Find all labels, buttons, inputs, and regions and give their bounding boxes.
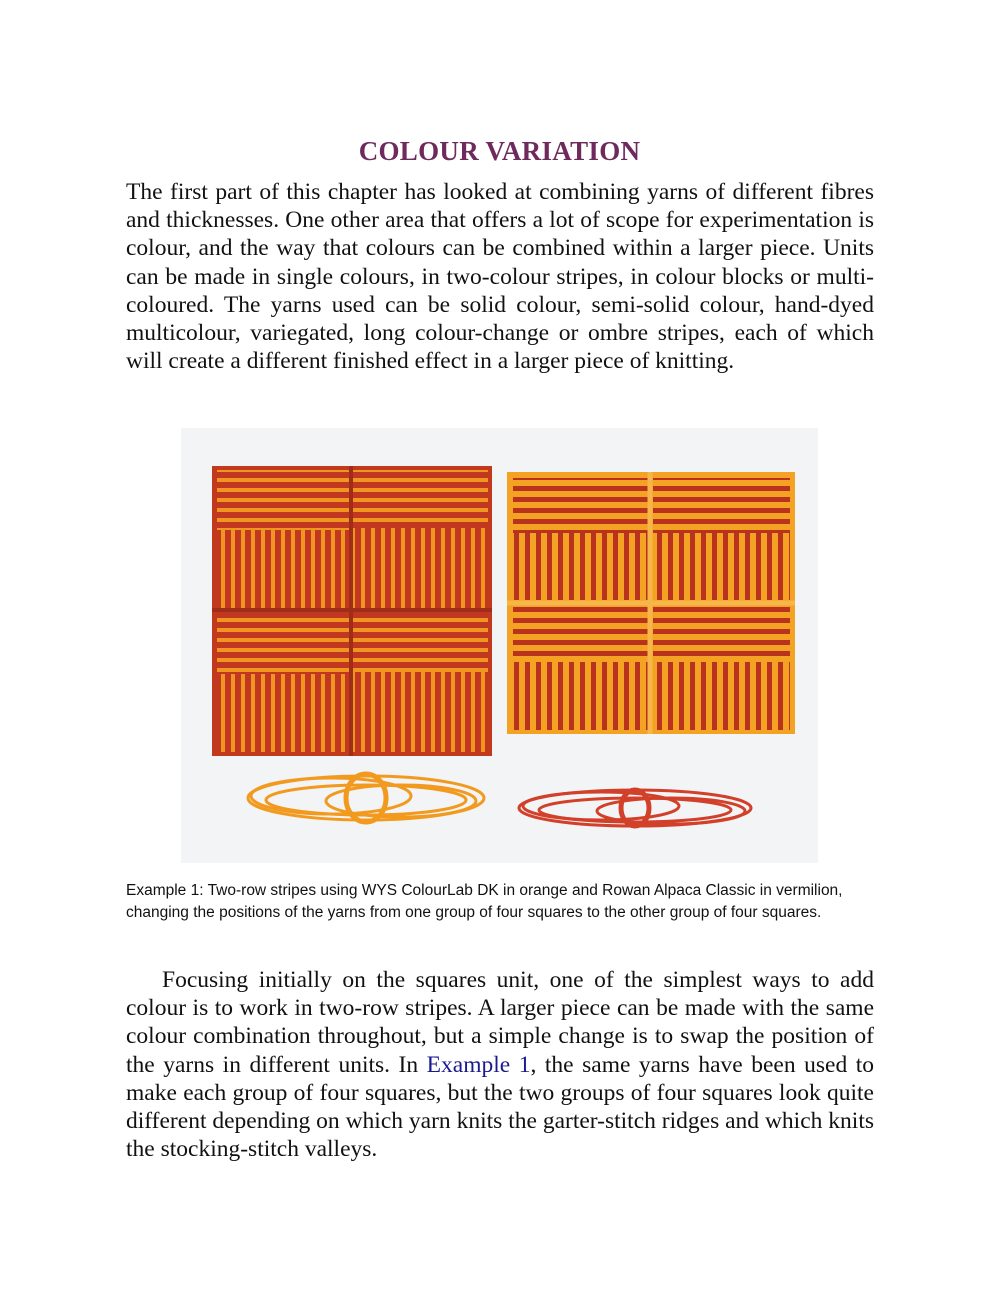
page-title: COLOUR VARIATION (358, 136, 641, 167)
right-swatch-group (507, 472, 795, 734)
figure-caption: Example 1: Two-row stripes using WYS ColourLab DK in orange and Rowan Alpaca Classic in vermilion, changing the positions of the yarns from one group of four squares to the other group of four squares. (126, 882, 843, 921)
knitting-illustration (181, 428, 818, 863)
left-swatch-group (212, 466, 492, 756)
vermilion-yarn-skein (519, 790, 751, 826)
orange-yarn-skein (248, 774, 484, 822)
intro-paragraph: The first part of this chapter has looked at combining yarns of different fibres and thicknesses. One other area that offers a lot of scope for experimentation is colour, and the way that colours can be combined within a larger piece. Units can be made in single colours, in two-colour stripes, in colour blocks or multi-coloured. The yarns used can be solid colour, semi-solid colour, hand-dyed multicolour, variegated, long colour-change or ombre stripes, each of which will create a different finished effect in a larger piece of knitting. (126, 179, 874, 375)
body-paragraph (126, 966, 874, 1163)
knitting-photo (181, 428, 818, 863)
paragraph-text-after: , the same yarns have been used to make each group of four squares, but the two groups of four squares look quite different depending on which yarn knits the garter-stitch ridges and which knits the stocking-stitch valleys. (126, 1051, 875, 1163)
paragraph-text-before: Focusing initially on the squares unit, one of the simplest ways to add colour is to work in two-row stripes. A larger piece can be made with the same colour combination throughout, but a simple change is to swap the position of the yarns in different units. In (126, 967, 874, 1078)
example-1-link[interactable]: Example 1 (426, 1051, 531, 1078)
